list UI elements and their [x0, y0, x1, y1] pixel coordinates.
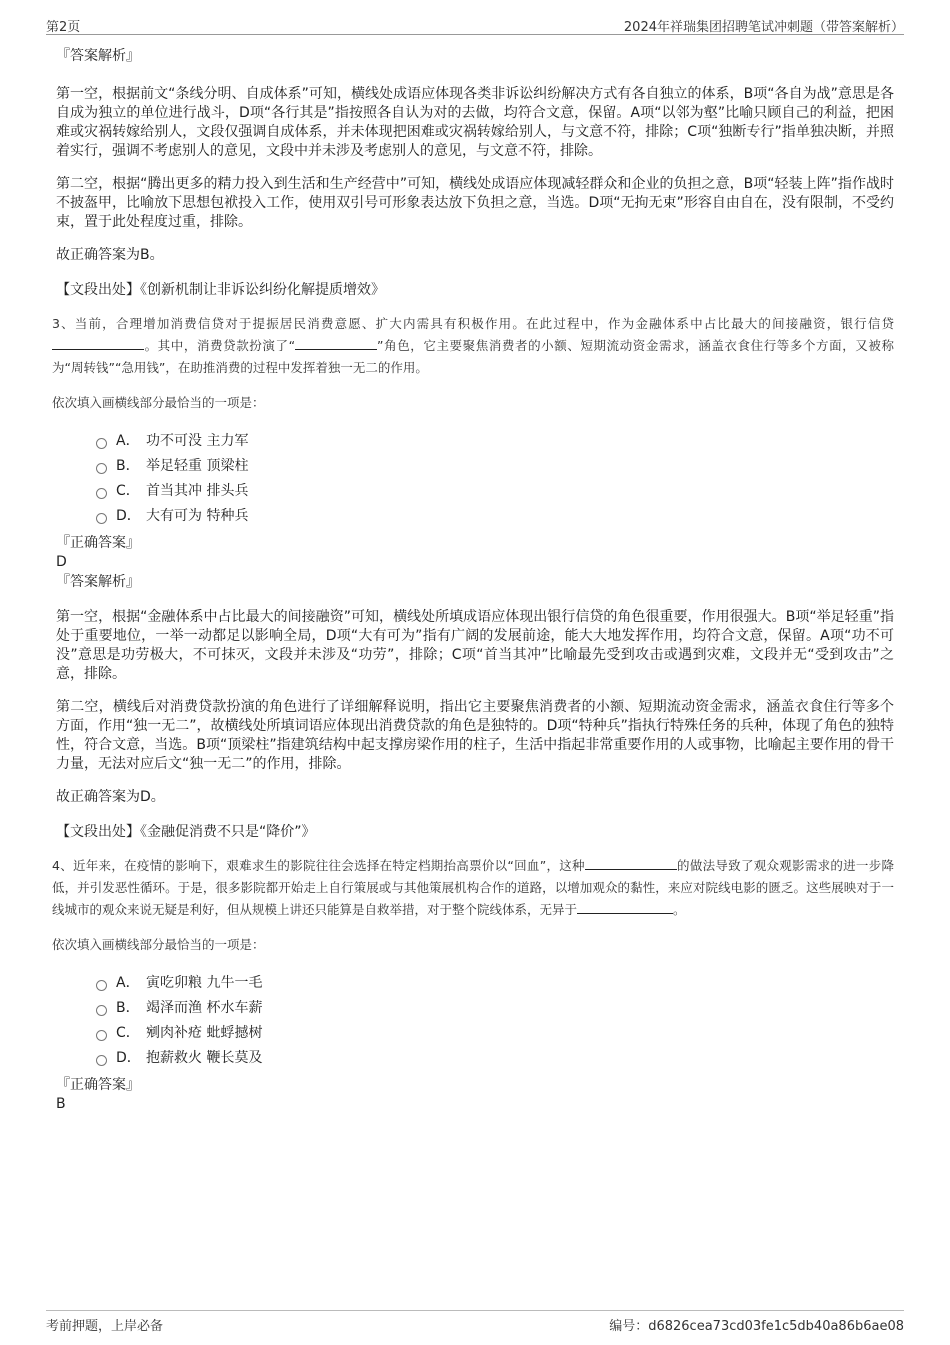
- correct-answer-label: 『正确答案』: [56, 535, 140, 551]
- source-citation: 【文段出处】《创新机制让非诉讼纠纷化解提质增效》: [56, 282, 385, 298]
- radio-icon[interactable]: [96, 438, 107, 449]
- question-prompt: 依次填入画横线部分最恰当的一项是：: [52, 395, 265, 410]
- option-d[interactable]: D． 大有可为 特种兵: [96, 504, 894, 529]
- question-text: 3、当前，合理增加消费信贷对于提振居民消费意愿、扩大内需具有积极作用。在此过程中，作为金融体系中占比最大的间接融资，银行信贷。其中，消费贷款扮演了“ ”角色，它主要聚焦消费者的小额、短期流动资金需求，涵盖衣食住行等多个方面，又被称为“周转钱”“急用钱”，在助推消费的过程中发挥着独一无二的作用。: [52, 316, 894, 375]
- radio-icon[interactable]: [96, 1005, 107, 1016]
- option-list: [56, 971, 894, 1071]
- radio-icon[interactable]: [96, 488, 107, 499]
- page-header: [46, 12, 904, 35]
- answer-conclusion: 故正确答案为D。: [56, 789, 165, 805]
- source-citation: 【文段出处】《金融促消费不只是“降价”》: [56, 824, 316, 840]
- radio-icon[interactable]: [96, 463, 107, 474]
- option-a[interactable]: A． 功不可没 主力军: [96, 429, 894, 454]
- correct-answer-label: 『正确答案』: [56, 1077, 140, 1093]
- fill-blank: [52, 337, 144, 350]
- option-b[interactable]: B． 举足轻重 顶梁柱: [96, 454, 894, 479]
- radio-icon[interactable]: [96, 1055, 107, 1066]
- option-b[interactable]: B． 竭泽而渔 杯水车薪: [96, 996, 894, 1021]
- page-number: 第2页: [46, 20, 81, 35]
- option-d[interactable]: D． 抱薪救火 鞭长莫及: [96, 1046, 894, 1071]
- radio-icon[interactable]: [96, 1030, 107, 1041]
- option-a[interactable]: A． 寅吃卯粮 九牛一毛: [96, 971, 894, 996]
- question-prompt: 依次填入画横线部分最恰当的一项是：: [52, 937, 265, 952]
- page-content: [52, 40, 894, 1114]
- analysis-paragraph: 第一空，根据“金融体系中占比最大的间接融资”可知，横线处所填成语应体现出银行信贷的角色很重要，作用很强大。B项“举足轻重”指处于重要地位，一举一动都足以影响全局，D项“大有可为”指有广阔的发展前途，能大大地发挥作用，均符合文意，保留。A项“功不可没”意思是功劳极大，不可抹灭，文段并未涉及“功劳”，排除；C项“首当其冲”比喻最先受到攻击或遇到灾难，文段并无“受到攻击”之意，排除。: [56, 609, 894, 682]
- footer-slogan: 考前押题，上岸必备: [46, 1319, 164, 1334]
- analysis-label: 『答案解析』: [56, 574, 140, 590]
- correct-answer: B: [56, 1096, 66, 1112]
- option-list: [56, 429, 894, 529]
- option-c[interactable]: C． 首当其冲 排头兵: [96, 479, 894, 504]
- fill-blank: [295, 337, 377, 350]
- document-title: 2024年祥瑞集团招聘笔试冲刺题（带答案解析）: [623, 20, 904, 35]
- analysis-paragraph: 第二空，横线后对消费贷款扮演的角色进行了详细解释说明，指出它主要聚焦消费者的小额、短期流动资金需求，涵盖衣食住行等多个方面，作用“独一无二”，故横线处所填词语应体现出消费贷款的角色是独特的。D项“特种兵”指执行特殊任务的兵种，体现了角色的独特性，符合文意，当选。B项“顶梁柱”指建筑结构中起支撑房梁作用的柱子，生活中指起非常重要作用的人或事物，比喻起主要作用的骨干力量，无法对应后文“独一无二”的作用，排除。: [56, 699, 894, 772]
- fill-blank: [577, 901, 673, 914]
- analysis-paragraph: 第二空，根据“腾出更多的精力投入到生活和生产经营中”可知，横线处成语应体现减轻群众和企业的负担之意，B项“轻装上阵”指作战时不披盔甲，比喻放下思想包袱投入工作，使用双引号可形象表达放下负担之意，当选。D项“无拘无束”形容自由自在，没有限制，不受约束，置于此处程度过重，排除。: [56, 176, 894, 230]
- correct-answer: D: [56, 554, 67, 570]
- analysis-label: 『答案解析』: [56, 48, 140, 64]
- radio-icon[interactable]: [96, 513, 107, 524]
- fill-blank: [585, 857, 677, 870]
- radio-icon[interactable]: [96, 980, 107, 991]
- option-c[interactable]: C． 剜肉补疮 蚍蜉撼树: [96, 1021, 894, 1046]
- question-text: 4、近年来，在疫情的影响下，艰难求生的影院往往会选择在特定档期抬高票价以“回血”，这种 的做法导致了观众观影需求的进一步降低，并引发恶性循环。于是，很多影院都开始走上自行策展或与其他策展机构合作的道路，以增加观众的黏性，来应对院线电影的匮乏。这些展映对于一线城市的观众来说无疑是利好，但从规模上讲还只能算是自救举措，对于整个院线体系，无异于 。: [52, 858, 894, 917]
- page-footer: [46, 1310, 904, 1335]
- analysis-paragraph: 第一空，根据前文“条线分明、自成体系”可知，横线处成语应体现各类非诉讼纠纷解决方式有各自独立的体系，B项“各自为战”意思是各自成为独立的单位进行战斗，D项“各行其是”指按照各自认为对的去做，均符合文意，保留。A项“以邻为壑”比喻只顾自己的利益，把困难或灾祸转嫁给别人，文段仅强调自成体系，并未体现把困难或灾祸转嫁给别人，与文意不符，排除；C项“独断专行”指单独决断，并照着实行，强调不考虑别人的意见，文段中并未涉及考虑别人的意见，与文意不符，排除。: [56, 86, 894, 159]
- document-serial: 编号：d6826cea73cd03fe1c5db40a86b6ae08: [609, 1319, 904, 1334]
- answer-conclusion: 故正确答案为B。: [56, 247, 164, 263]
